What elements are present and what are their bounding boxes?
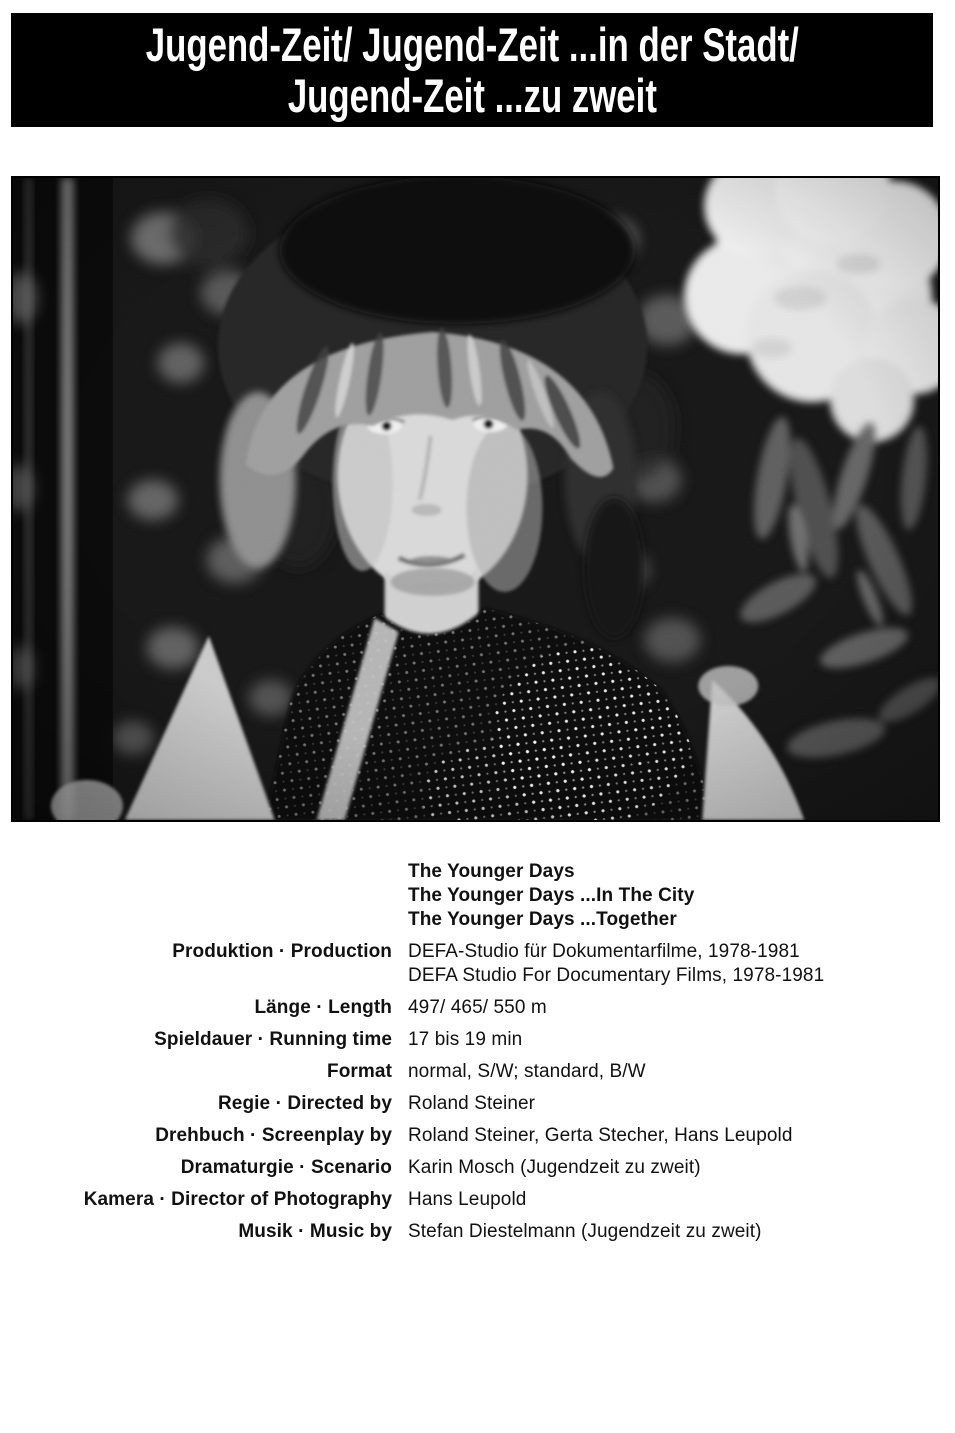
credit-row-production [0, 940, 955, 988]
english-titles [408, 860, 955, 932]
film-still-photo [13, 178, 938, 820]
credit-value-line: 17 bis 19 min [408, 1029, 523, 1050]
credit-row-scenario [0, 1156, 955, 1180]
credit-value [408, 1188, 955, 1212]
credit-value-line: DEFA-Studio für Dokumentarfilme, 1978-1981 [408, 941, 800, 962]
english-title-block [0, 860, 955, 932]
film-still-frame [11, 176, 940, 822]
credits-section [0, 860, 955, 1252]
credit-label: Länge · Length [254, 997, 392, 1018]
credit-label: Musik · Music by [238, 1221, 392, 1242]
credit-label: Kamera · Director of Photography [83, 1189, 392, 1210]
title-banner [11, 13, 933, 127]
credit-value [408, 940, 955, 988]
credit-value-line: Hans Leupold [408, 1189, 527, 1210]
credit-value-line: Karin Mosch (Jugendzeit zu zweit) [408, 1157, 701, 1178]
credit-value [408, 1060, 955, 1084]
credit-row-screenplay [0, 1124, 955, 1148]
credit-value [408, 1124, 955, 1148]
credit-value [408, 996, 955, 1020]
credit-row-running-time [0, 1028, 955, 1052]
credit-value [408, 1156, 955, 1180]
film-title-line-2: Jugend-Zeit ...zu zweit [287, 69, 657, 122]
credit-value-line: Stefan Diestelmann (Jugendzeit zu zweit) [408, 1221, 762, 1242]
credit-value [408, 1092, 955, 1116]
credit-label: Drehbuch · Screenplay by [155, 1125, 392, 1146]
credit-value [408, 1028, 955, 1052]
credit-value-line: DEFA Studio For Documentary Films, 1978-1981 [408, 965, 825, 986]
credit-value-line: Roland Steiner [408, 1093, 536, 1114]
english-title-line: The Younger Days ...Together [408, 909, 677, 930]
credit-label: Spieldauer · Running time [154, 1029, 392, 1050]
credit-value-line: normal, S/W; standard, B/W [408, 1061, 646, 1082]
credit-row-music [0, 1220, 955, 1244]
credit-row-format [0, 1060, 955, 1084]
credit-row-director [0, 1092, 955, 1116]
credit-value [408, 1220, 955, 1244]
credit-label: Regie · Directed by [217, 1093, 392, 1114]
credit-value-line: Roland Steiner, Gerta Stecher, Hans Leupold [408, 1125, 793, 1146]
film-title-line-1: Jugend-Zeit/ Jugend-Zeit ...in der Stadt/ [145, 18, 799, 71]
vignette-overlay [13, 178, 938, 820]
credit-row-length [0, 996, 955, 1020]
credit-label: Dramaturgie · Scenario [180, 1157, 392, 1178]
credit-value-line: 497/ 465/ 550 m [408, 997, 547, 1018]
credit-row-photography [0, 1188, 955, 1212]
credit-label [0, 860, 392, 932]
credit-label: Format [327, 1061, 392, 1082]
english-title-line: The Younger Days [408, 861, 575, 882]
credit-label: Produktion · Production [172, 941, 392, 962]
english-title-line: The Younger Days ...In The City [408, 885, 695, 906]
